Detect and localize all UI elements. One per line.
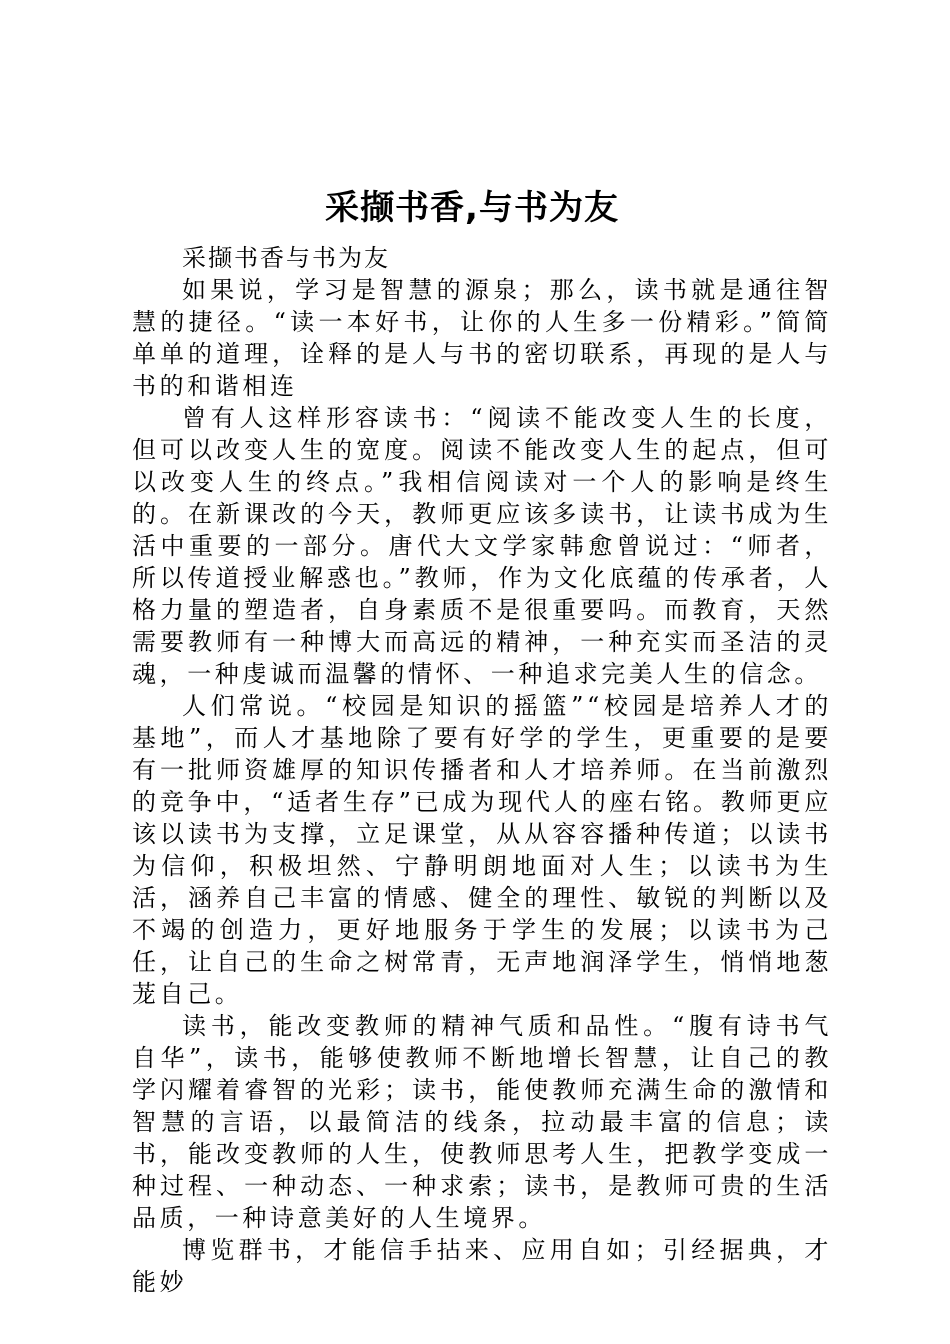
paragraph-2: 曾有人这样形容读书：“阅读不能改变人生的长度，但可以改变人生的宽度。阅读不能改变人生的起点，但可以改变人生的终点。”我相信阅读对一个人的影响是终生的。在新课改的今天，教师更应该多读书，让读书成为生活中重要的一部分。唐代大文学家韩愈曾说过：“师者，所以传道授业解惑也。”教师，作为文化底蕴的传承者，人格力量的塑造者，自身素质不是很重要吗。而教育，天然需要教师有一种博大而高远的精神，一种充实而圣洁的灵魂，一种虔诚而温馨的情怀、一种追求完美人生的信念。 — [132, 404, 832, 688]
document-title: 采撷书香,与书为友 — [325, 188, 619, 228]
paragraph-4: 读书，能改变教师的精神气质和品性。“腹有诗书气自华”，读书，能够使教师不断地增长智慧，让自己的教学闪耀着睿智的光彩；读书，能使教师充满生命的激情和智慧的言语，以最简洁的线条，拉动最丰富的信息；读书，能改变教师的人生，使教师思考人生，把教学变成一种过程、一种动态、一种求索；读书，是教师可贵的生活品质，一种诗意美好的人生境界。 — [132, 1012, 832, 1232]
document-page — [132, 182, 832, 1298]
document-subtitle: 采撷书香与书为友 — [182, 244, 390, 272]
paragraph-3: 人们常说。“校园是知识的摇篮”“校园是培养人才的基地”，而人才基地除了要有好学的学生，更重要的是要有一批师资雄厚的知识传播者和人才培养师。在当前激烈的竞争中，“适者生存”已成为现代人的座右铭。教师更应该以读书为支撑，立足课堂，从从容容播种传道；以读书为信仰，积极坦然、宁静明朗地面对人生；以读书为生活，涵养自己丰富的情感、健全的理性、敏锐的判断以及不竭的创造力，更好地服务于学生的发展；以读书为己任，让自己的生命之树常青，无声地润泽学生，悄悄地葱茏自己。 — [132, 692, 832, 1008]
paragraph-5: 博览群书，才能信手拈来、应用自如；引经据典，才能妙 — [132, 1236, 832, 1296]
paragraph-1: 如果说，学习是智慧的源泉；那么，读书就是通往智慧的捷径。“读一本好书，让你的人生多一份精彩。”简简单单的道理，诠释的是人与书的密切联系，再现的是人与书的和谐相连 — [132, 276, 832, 400]
